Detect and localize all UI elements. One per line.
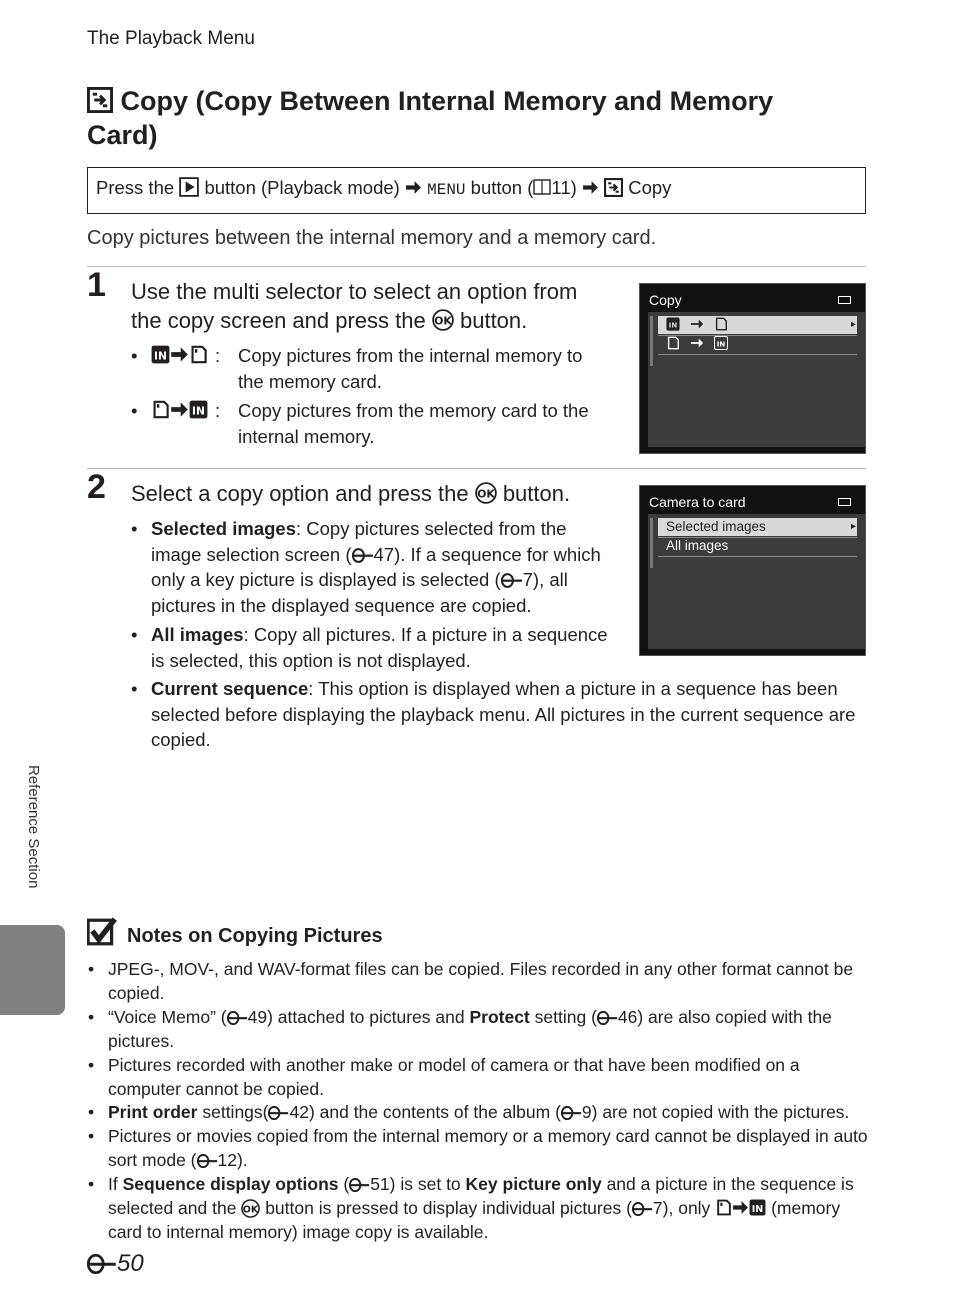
bullet-dot: • xyxy=(88,1126,95,1146)
page-title xyxy=(87,84,847,152)
checkmark-icon xyxy=(87,917,117,947)
side-label-text: Reference Section xyxy=(25,765,42,889)
text: copied. xyxy=(151,729,211,750)
memory-card-icon xyxy=(151,400,170,419)
arrow-right-icon xyxy=(405,179,422,196)
text: and a picture in the sequence is xyxy=(606,1174,854,1194)
arrow-right-icon xyxy=(690,317,704,331)
option-label: Protect xyxy=(469,1007,530,1027)
battery-icon xyxy=(838,296,851,304)
bullet-dot: • xyxy=(88,1007,95,1027)
internal-memory-icon xyxy=(749,1199,766,1216)
text: Pictures recorded with another make or model of camera or that have been modified on a xyxy=(108,1055,800,1075)
step-1-option-2-description xyxy=(238,398,589,450)
text: 7), only xyxy=(652,1198,711,1218)
row-divider xyxy=(658,556,857,557)
screen-menu-panel xyxy=(648,514,865,649)
internal-memory-icon xyxy=(151,345,170,364)
bullet-dot: • xyxy=(131,678,138,699)
e-reference-icon xyxy=(268,1106,289,1120)
memory-card-icon xyxy=(189,345,208,364)
row-divider xyxy=(658,354,857,355)
step-1-title-line1: Use the multi selector to select an option from xyxy=(131,279,578,304)
text: button is pressed to display individual pictures ( xyxy=(265,1198,632,1218)
ok-button-icon xyxy=(432,309,454,331)
intro-text: Copy pictures between the internal memory and a memory card. xyxy=(87,227,657,249)
text: : This option is displayed when a picture in a sequence has been xyxy=(308,678,838,699)
copy-screen-illustration xyxy=(639,283,866,454)
e-reference-icon xyxy=(197,1154,218,1168)
text: is selected, this option is not displayed. xyxy=(151,649,471,671)
bullet-dot: • xyxy=(131,518,138,539)
note-file-formats xyxy=(88,957,868,1005)
step-2-bullet-selected-images xyxy=(131,516,621,618)
bullet-dot: • xyxy=(88,1102,95,1122)
text: selected before displaying the playback menu. All pictures in the current sequence are xyxy=(151,703,856,725)
step-1-title-line2: the copy screen and press the xyxy=(131,308,426,333)
text: : Copy pictures selected from the xyxy=(296,518,567,539)
text: pictures. xyxy=(108,1031,175,1051)
screen-row-all-images: All images xyxy=(666,538,729,553)
step-2-number: 2 xyxy=(87,468,106,506)
text: pictures in the displayed sequence are copied. xyxy=(151,594,532,616)
option-label: Current sequence xyxy=(151,678,309,699)
page-title-text: Copy (Copy Between Internal Memory and Memory Card) xyxy=(87,86,774,150)
bullet-dot: • xyxy=(88,1174,95,1194)
note-sequence-display xyxy=(88,1172,868,1244)
bullet-dot: • xyxy=(131,624,138,645)
internal-memory-icon xyxy=(666,317,680,331)
screen-menu-panel xyxy=(648,312,865,447)
text: 42) and the contents of the album ( xyxy=(289,1102,561,1122)
step-1-option-1-description xyxy=(238,343,582,395)
divider xyxy=(87,266,866,267)
text: settings( xyxy=(202,1102,269,1122)
page-number xyxy=(87,1250,144,1278)
notes-heading xyxy=(87,917,383,948)
text: setting ( xyxy=(534,1007,597,1027)
bullet-dot: • xyxy=(131,400,138,421)
step-2-bullet-all-images xyxy=(131,622,621,673)
copy-icon xyxy=(87,87,113,113)
memory-card-icon xyxy=(715,1199,732,1216)
text: image selection screen ( xyxy=(151,543,352,565)
book-icon xyxy=(533,178,551,196)
text: Pictures or movies copied from the internal memory or a memory card cannot be displayed in auto xyxy=(108,1126,868,1146)
bullet-dot: • xyxy=(88,1055,95,1075)
nav-playback-button: button (Playback mode) xyxy=(204,177,400,198)
camera-to-card-screen-illustration xyxy=(639,485,866,656)
nav-copy: Copy xyxy=(628,177,672,198)
copy-icon xyxy=(604,178,623,197)
e-reference-icon xyxy=(561,1106,582,1120)
option-label: Key picture only xyxy=(465,1174,602,1194)
option-label: Selected images xyxy=(151,518,296,539)
text: 46) are also copied with the xyxy=(617,1007,832,1027)
text: (memory xyxy=(771,1198,841,1218)
text: 51) is set to xyxy=(370,1174,461,1194)
bullet-dot: • xyxy=(131,345,138,366)
step-2-bullet-current-sequence xyxy=(131,676,871,753)
step-2-title-end: button. xyxy=(502,481,571,506)
e-reference-icon xyxy=(597,1011,618,1025)
text: 12). xyxy=(217,1150,248,1170)
internal-memory-icon xyxy=(714,336,728,350)
e-reference-icon xyxy=(501,573,523,588)
arrow-right-icon xyxy=(170,345,189,364)
note-print-order xyxy=(88,1100,888,1124)
nav-ref: 11) xyxy=(551,177,577,198)
arrow-right-icon xyxy=(170,400,189,419)
note-auto-sort xyxy=(88,1124,868,1172)
screen-title: Copy xyxy=(649,292,682,308)
step-1-title-line2-end: button. xyxy=(459,308,528,333)
page-number-text: 50 xyxy=(117,1250,144,1277)
text: 7), all xyxy=(522,569,568,590)
scrollbar xyxy=(650,518,653,568)
screen-title: Camera to card xyxy=(649,494,746,510)
internal-memory-icon xyxy=(189,400,208,419)
notes-heading-text: Notes on Copying Pictures xyxy=(127,925,383,947)
memory-card-icon xyxy=(714,317,728,331)
text: selected and the xyxy=(108,1198,237,1218)
arrow-right-icon xyxy=(690,336,704,350)
screen-row-internal-to-card xyxy=(658,316,857,334)
text: only a key picture is displayed is selected ( xyxy=(151,569,501,590)
text: If xyxy=(108,1174,118,1194)
text: “Voice Memo” ( xyxy=(108,1007,227,1027)
text: : Copy all pictures. If a picture in a sequence xyxy=(243,624,608,645)
nav-press-the: Press the xyxy=(96,177,175,198)
step-1-option-internal-to-card: • : xyxy=(151,343,208,369)
text: 9) are not copied with the pictures. xyxy=(581,1102,850,1122)
desc-line: Copy pictures from the internal memory to xyxy=(238,345,583,366)
desc-line: internal memory. xyxy=(238,426,375,447)
option-label: All images xyxy=(151,624,244,645)
navigation-path-box xyxy=(87,167,866,214)
text: 49) attached to pictures and xyxy=(247,1007,465,1027)
desc-line: Copy pictures from the memory card to the xyxy=(238,400,589,421)
e-reference-icon xyxy=(87,1254,117,1274)
arrow-right-icon xyxy=(732,1199,749,1216)
memory-card-icon xyxy=(666,336,680,350)
e-reference-icon xyxy=(632,1202,653,1216)
text: ( xyxy=(343,1174,350,1194)
ok-button-icon xyxy=(241,1199,260,1218)
text: JPEG-, MOV-, and WAV-format files can be copied. Files recorded in any other format cannot be xyxy=(108,959,854,979)
ok-button-icon xyxy=(475,482,497,504)
section-side-label xyxy=(24,765,44,915)
text: copied. xyxy=(108,983,165,1003)
option-label: Print order xyxy=(108,1102,198,1122)
section-tab xyxy=(0,925,65,1015)
option-label: Sequence display options xyxy=(122,1174,339,1194)
text: sort mode ( xyxy=(108,1150,197,1170)
nav-menu-word: MENU xyxy=(427,181,466,199)
text: 47). If a sequence for which xyxy=(373,543,601,565)
scrollbar xyxy=(650,316,653,366)
step-1-title xyxy=(131,277,577,335)
divider xyxy=(87,468,866,469)
screen-row-card-to-internal xyxy=(658,335,857,353)
step-1-number: 1 xyxy=(87,266,106,304)
e-reference-icon xyxy=(352,548,374,563)
text: card to internal memory) image copy is available. xyxy=(108,1222,489,1242)
desc-line: the memory card. xyxy=(238,371,382,392)
playback-icon xyxy=(179,177,199,197)
step-2-title xyxy=(131,479,570,508)
note-voice-memo xyxy=(88,1005,868,1053)
text: computer cannot be copied. xyxy=(108,1079,324,1099)
e-reference-icon xyxy=(227,1011,248,1025)
bullet-dot: • xyxy=(88,959,95,979)
nav-menu-button: button ( xyxy=(470,177,534,198)
e-reference-icon xyxy=(349,1178,370,1192)
step-2-title-text: Select a copy option and press the xyxy=(131,481,469,506)
section-title: The Playback Menu xyxy=(87,28,255,49)
step-1-option-card-to-internal: • : xyxy=(151,398,208,424)
arrow-right-icon xyxy=(582,179,599,196)
battery-icon xyxy=(838,498,851,506)
screen-row-selected-images: Selected images ▸ xyxy=(658,518,857,536)
note-other-cameras xyxy=(88,1053,868,1101)
